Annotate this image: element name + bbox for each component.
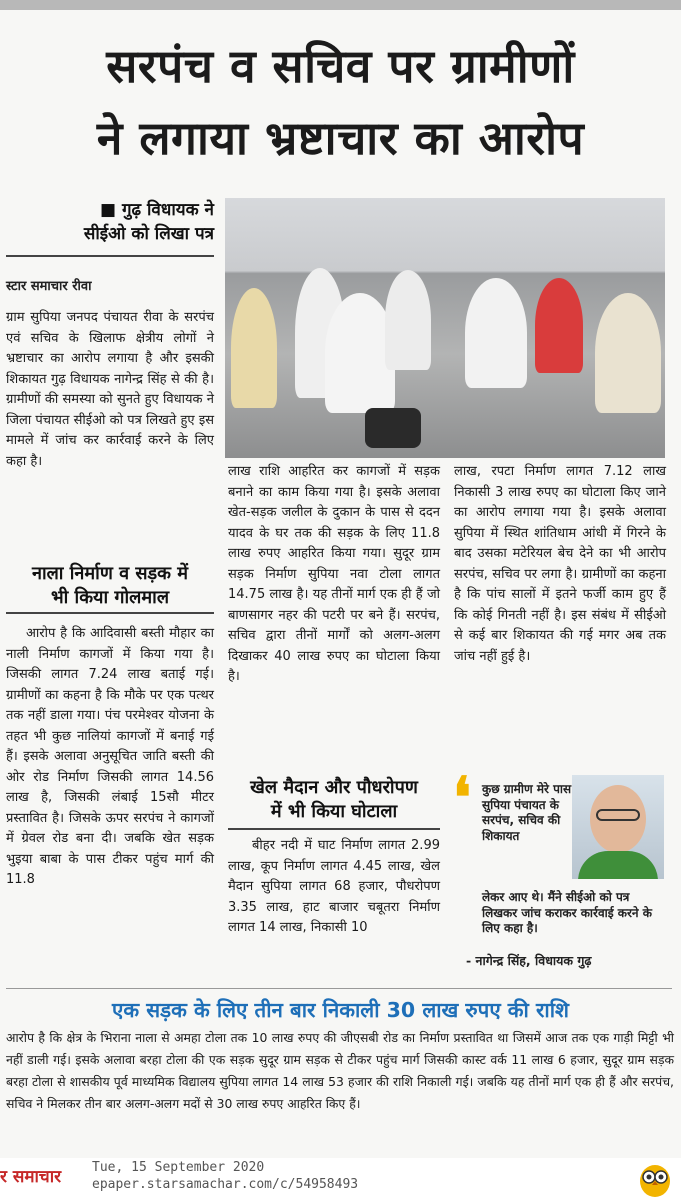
col1-subhead [4,562,216,610]
kicker-line-2: सीईओ को लिखा पत्र [83,224,214,244]
kicker-rule [6,255,214,257]
headline-line-1: सरपंच व सचिव पर ग्रामीणों [106,39,575,93]
col2-body: लाख राशि आहरित कर कागजों में सड़क बनाने का काम किया गया है। इसके अलावा खेत-सड़क जलील के दुकान के पास से ददन यादव के घर तक की सड़क के लिए 11.8 लाख रुपए आहरित किया गया। सुदूर ग्राम सड़क निर्माण सुपिया नवा टोला लागत 14.75 लाख है। यह तीनों मार्ग एक ही हैं जो बाणसागर नहर की पटरी पर बने हैं। सरपंच, सचिव द्वारा तीनों मार्गों को अलग-अलग दिखाकर 40 लाख रुपए का घोटाला किया है। [228,464,440,684]
kicker [4,198,214,246]
col2-subhead [226,776,442,824]
owl-icon [636,1160,674,1198]
news-photo [225,198,665,458]
mla-portrait [572,775,664,879]
footer [0,1158,681,1200]
newspaper-page [0,10,681,1200]
col3-body: लाख, रपटा निर्माण लागत 7.12 लाख निकासी 3 लाख रुपए का घोटाला किए जाने का आरोप लगाया गया है। इसके अलावा सुपिया में स्थित शांतिधाम आंधी में गिरने के बाद उसका मटेरियल बेच देने का भी आरोप सरपंच, सचिव पर लगा है। ग्रामीणों का कहना है कि पांच सालों में इतने फर्जी काम हुए हैं कि कोई गिनती नहीं है। इस संबंध में सीईओ से कई बार शिकायत की गई मगर अब तक जांच नहीं हुई है। [454,464,666,664]
bottom-text: आरोप है कि क्षेत्र के भिराना नाला से अमहा टोला तक 10 लाख रुपए की जीएसबी रोड का निर्माण प्रस्तावित था जिसमें आज तक एक गाड़ी मिट्टी भी नहीं डाली गई। इसके अलावा बरहा टोला की एक सड़क सुदूर ग्राम सड़क से टीकर पहुंच मार्ग जिसकी कास्ट वर्क 11 लाख 6 हजार, सुदूर ग्राम सड़क बरहा टोला से शासकीय पूर्व माध्यमिक विद्यालय सुपिया लागत 14 लाख 53 हजार की राशि निकाली गई। जबकि यह तीनों मार्ग एक ही हैं और सरपंच, सचिव ने मिलकर तीन बार अलग-अलग मदों से 30 लाख रुपए आहरित किए हैं। [6,1030,674,1111]
banner-rule [6,988,672,989]
banner-heading: एक सड़क के लिए तीन बार निकाली 30 लाख रुपए की राशि [112,998,569,1022]
col1-intro: ग्राम सुपिया जनपद पंचायत रीवा के सरपंच एवं सचिव के खिलाफ क्षेत्रीय लोगों ने भ्रष्टाचार का आरोप लगाया है और इसकी शिकायत गुढ़ विधायक नागेन्द्र सिंह से की है। ग्रामीणों की समस्या को सुनते हुए विधायक ने जिला पंचायत सीईओ को पत्र लिखते हुए इस मामले में जांच कर कार्रवाई करने के लिए कहा है। [6,310,214,469]
footer-url[interactable]: epaper.starsamachar.com/c/54958493 [92,1177,359,1192]
col2-subhead-line-2: में भी किया घोटाला [270,801,398,822]
col1-body: आरोप है कि आदिवासी बस्ती मौहार का नाली निर्माण कागजों में किया गया है। जिसकी लागत 7.24 लाख बताई गई। ग्रामीणों का कहना है कि मौके पर एक पत्थर तक नहीं डाला गया। पंच परमेश्वर योजना के तहत भी कुछ नालियां कागजों में बनाई गई हैं। इसके अलावा अनुसूचित जाति बस्ती की ओर रोड निर्माण जिसकी लागत 14.56 लाख है, जिसकी लंबाई 15सौ मीटर प्रस्तावित है। जिसके ऊपर सरपंच ने कागजों में ग्रेवल रोड बना दी। जबकि खेत सड़क भुइया बाबा के पास टीकर पहुंच मार्ग की 11.8 [6,626,214,887]
dateline: स्टार समाचार रीवा [6,279,92,294]
quote-attribution: - नागेन्द्र सिंह, विधायक गुढ़ [466,953,592,968]
col1-rule [6,612,214,614]
quote-part-2: लेकर आए थे। मैंने सीईओ को पत्र लिखकर जांच कराकर कार्रवाई करने के लिए कहा है। [482,890,652,935]
footer-logo: र समाचार [0,1167,62,1187]
col2-subhead-line-1: खेल मैदान और पौधरोपण [250,777,418,798]
col1-subhead-line-2: भी किया गोलमाल [50,587,170,608]
kicker-bullet: ■ [99,200,117,220]
headline-line-2: ने लगाया भ्रष्टाचार का आरोप [96,111,585,165]
col2-body-2: बीहर नदी में घाट निर्माण लागत 2.99 लाख, कूप निर्माण लागत 4.45 लाख, खेल मैदान सुपिया लागत 68 हजार, पौधरोपण 3.35 लाख, हाट बाजार चबूतरा निर्माण लागत 14 लाख, निकासी 10 [228,838,440,935]
kicker-line-1: गुढ़ विधायक ने [121,200,214,220]
footer-date: Tue, 15 September 2020 [92,1160,265,1175]
col1-subhead-line-1: नाला निर्माण व सड़क में [31,563,189,584]
col2-rule [228,828,440,830]
quote-mark-icon: ❛ [453,765,472,831]
quote-part-1: कुछ ग्रामीण मेरे पास सुपिया पंचायत के सरपंच, सचिव की शिकायत [482,782,572,843]
